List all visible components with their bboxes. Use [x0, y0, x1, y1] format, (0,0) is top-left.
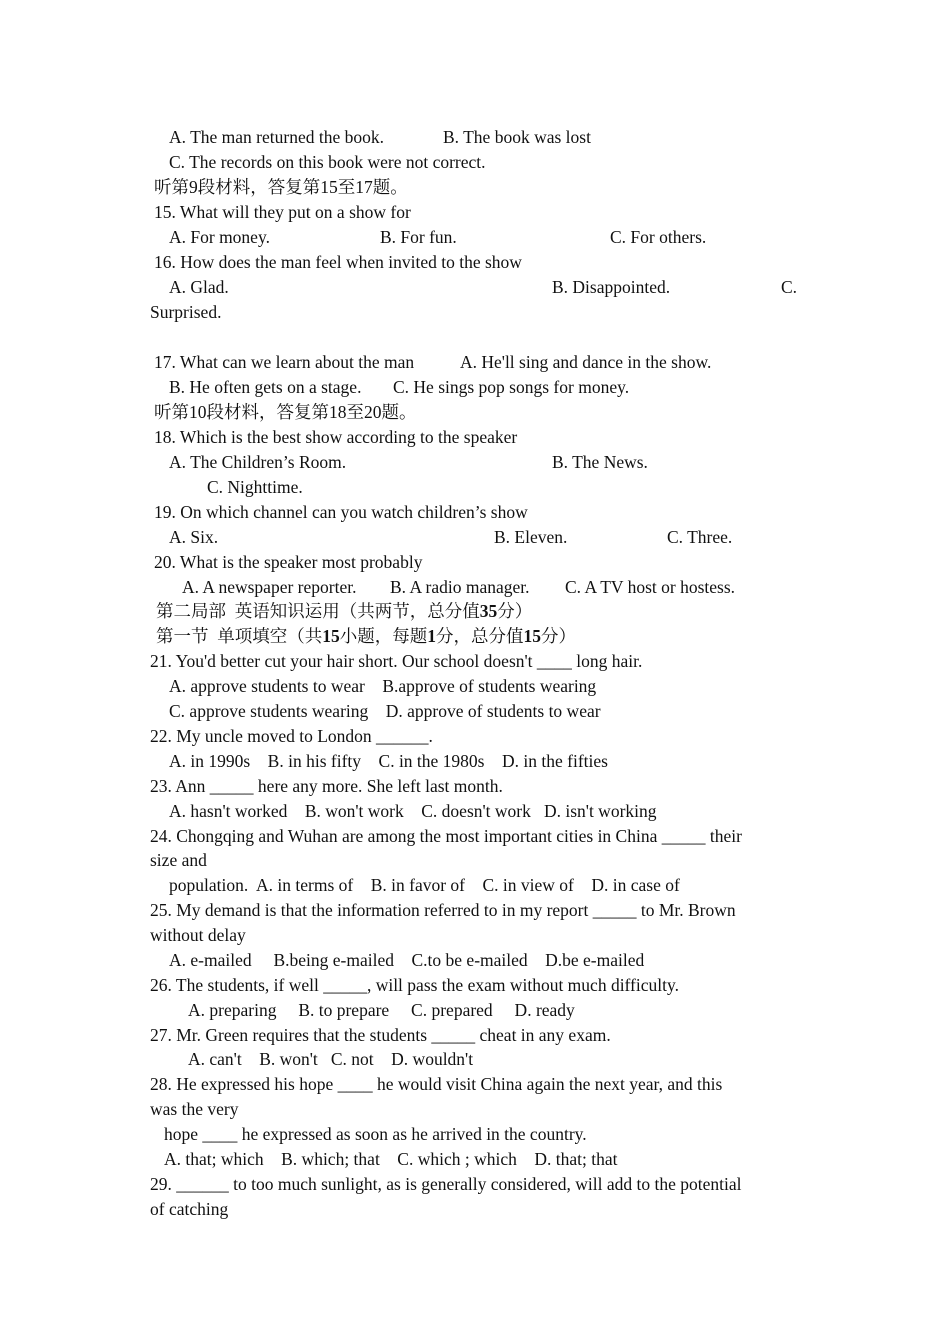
- q29-stem-2: of catching: [150, 1199, 229, 1219]
- q18-stem: 18. Which is the best show according to the speaker: [154, 427, 518, 447]
- q20-opt-b: B. A radio manager.: [390, 577, 530, 597]
- q28-opts: A. that; which B. which; that C. which ; which D. that; that: [164, 1149, 618, 1169]
- q21-opts-ab: A. approve students to wear B.approve of students wearing: [169, 676, 597, 696]
- q22-opts: A. in 1990s B. in his fifty C. in the 1980s D. in the fifties: [169, 751, 608, 771]
- q16-opt-c-letter: C.: [781, 277, 798, 297]
- q15-opt-c: C. For others.: [610, 227, 707, 247]
- section-10-instruction: 听第10段材料，答复第18至20题。: [154, 402, 417, 422]
- q17-opt-b: B. He often gets on a stage.: [169, 377, 362, 397]
- q25-stem-1: 25. My demand is that the information referred to in my report _____ to Mr. Brown: [150, 900, 736, 920]
- q16-opt-a: A. Glad.: [169, 277, 229, 297]
- q26-opts: A. preparing B. to prepare C. prepared D. ready: [188, 1000, 575, 1020]
- q15-opt-a: A. For money.: [169, 227, 270, 247]
- q19-opt-c: C. Three.: [667, 527, 733, 547]
- q19-opt-a: A. Six.: [169, 527, 219, 547]
- q16-stem: 16. How does the man feel when invited to the show: [154, 252, 522, 272]
- q24-stem-1: 24. Chongqing and Wuhan are among the most important cities in China _____ their: [150, 826, 742, 846]
- q19-opt-b: B. Eleven.: [494, 527, 568, 547]
- q16-opt-c-text: Surprised.: [150, 302, 222, 322]
- q25-opts: A. e-mailed B.being e-mailed C.to be e-mailed D.be e-mailed: [169, 950, 645, 970]
- q28-stem-3: hope ____ he expressed as soon as he arrived in the country.: [164, 1124, 587, 1144]
- q18-opt-b: B. The News.: [552, 452, 648, 472]
- q28-stem-2: was the very: [150, 1099, 239, 1119]
- q23-opts: A. hasn't worked B. won't work C. doesn't work D. isn't working: [169, 801, 657, 821]
- q16-opt-b: B. Disappointed.: [552, 277, 671, 297]
- q23-stem: 23. Ann _____ here any more. She left last month.: [150, 776, 503, 796]
- q15-stem: 15. What will they put on a show for: [154, 202, 411, 222]
- q17-opt-c: C. He sings pop songs for money.: [393, 377, 630, 397]
- q27-opts: A. can't B. won't C. not D. wouldn't: [188, 1049, 474, 1069]
- q24-stem-2: size and: [150, 850, 207, 870]
- q27-stem: 27. Mr. Green requires that the students _____ cheat in any exam.: [150, 1025, 611, 1045]
- q24-opts: population. A. in terms of B. in favor of C. in view of D. in case of: [169, 875, 680, 895]
- q14-opt-a: A. The man returned the book.: [169, 127, 384, 147]
- q22-stem: 22. My uncle moved to London ______.: [150, 726, 433, 746]
- part-two-heading: 第二局部 英语知识运用（共两节，总分值35分）: [156, 601, 533, 621]
- q20-opt-a: A. A newspaper reporter.: [182, 577, 357, 597]
- q15-opt-b: B. For fun.: [380, 227, 457, 247]
- q21-opts-cd: C. approve students wearing D. approve of students to wear: [169, 701, 601, 721]
- q18-opt-a: A. The Children’s Room.: [169, 452, 347, 472]
- q20-opt-c: C. A TV host or hostess.: [565, 577, 736, 597]
- q17-stem: 17. What can we learn about the man: [154, 352, 415, 372]
- q26-stem: 26. The students, if well _____, will pass the exam without much difficulty.: [150, 975, 679, 995]
- q21-stem: 21. You'd better cut your hair short. Our school doesn't ____ long hair.: [150, 651, 643, 671]
- q19-stem: 19. On which channel can you watch children’s show: [154, 502, 528, 522]
- section-one-heading: 第一节 单项填空（共15小题，每题1分，总分值15分）: [156, 626, 576, 646]
- section-9-instruction: 听第9段材料，答复第15至17题。: [154, 177, 408, 197]
- q17-opt-a: A. He'll sing and dance in the show.: [460, 352, 712, 372]
- q25-stem-2: without delay: [150, 925, 246, 945]
- q20-stem: 20. What is the speaker most probably: [154, 552, 423, 572]
- q28-stem-1: 28. He expressed his hope ____ he would visit China again the next year, and this: [150, 1074, 723, 1094]
- q14-opt-c: C. The records on this book were not correct.: [169, 152, 486, 172]
- q14-opt-b: B. The book was lost: [443, 127, 591, 147]
- q18-opt-c: C. Nighttime.: [207, 477, 303, 497]
- q29-stem-1: 29. ______ to too much sunlight, as is generally considered, will add to the potential: [150, 1174, 742, 1194]
